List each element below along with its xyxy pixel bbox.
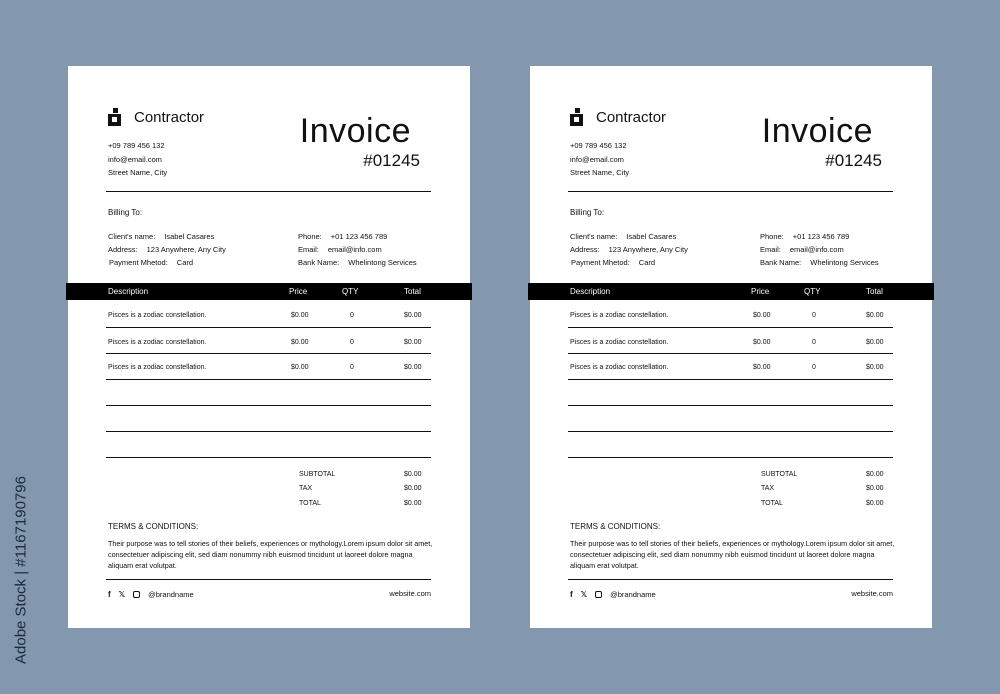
row-qty: 0 <box>350 364 354 371</box>
billing-company-info <box>760 230 879 269</box>
email-label: Email: <box>760 245 781 254</box>
divider <box>106 579 431 580</box>
row-qty: 0 <box>812 339 816 346</box>
payment-value: Card <box>638 258 656 267</box>
email-label: Email: <box>298 245 319 254</box>
contact-email: info@email.com <box>570 154 624 164</box>
divider <box>106 191 431 192</box>
social-links <box>570 590 656 599</box>
header-description: Description <box>570 287 611 296</box>
billing-label: Billing To: <box>570 208 605 217</box>
brand-name: Contractor <box>596 108 667 126</box>
website-link[interactable]: website.com <box>851 589 893 598</box>
row-total: $0.00 <box>404 364 422 371</box>
phone-value: +01 123 456 789 <box>792 232 850 241</box>
brand <box>108 108 204 126</box>
invoice-title: Invoice <box>299 112 411 150</box>
row-description: Pisces is a zodiac constellation. <box>108 364 207 371</box>
tax-label: TAX <box>761 485 775 492</box>
row-total: $0.00 <box>866 364 884 371</box>
divider <box>568 579 893 580</box>
client-label: Client's name: <box>570 232 618 241</box>
row-price: $0.00 <box>291 312 309 319</box>
tax-value: $0.00 <box>404 485 422 492</box>
row-divider <box>568 353 893 354</box>
address-label: Address: <box>108 245 138 254</box>
instagram-icon[interactable] <box>595 591 602 598</box>
contact-address: Street Name, City <box>108 168 168 177</box>
brand-logo-icon <box>108 108 121 126</box>
x-icon[interactable]: 𝕏 <box>580 590 588 599</box>
tax-label: TAX <box>299 485 313 492</box>
header-price: Price <box>751 287 770 296</box>
row-divider <box>568 405 893 406</box>
brand-handle[interactable]: @brandname <box>148 590 194 599</box>
row-price: $0.00 <box>753 339 771 346</box>
bank-label: Bank Name: <box>298 258 340 267</box>
row-divider <box>568 327 893 328</box>
subtotal-label: SUBTOTAL <box>299 471 336 478</box>
payment-label: Payment Mhetod: <box>571 258 630 267</box>
invoice-number: #01245 <box>825 151 882 170</box>
facebook-icon[interactable]: f <box>108 590 111 599</box>
header-description: Description <box>108 287 149 296</box>
subtotal-label: SUBTOTAL <box>761 471 798 478</box>
header-price: Price <box>289 287 308 296</box>
instagram-icon[interactable] <box>133 591 140 598</box>
row-qty: 0 <box>350 312 354 319</box>
total-label: TOTAL <box>761 500 783 507</box>
row-divider <box>568 431 893 432</box>
terms-body: Their purpose was to tell stories of their beliefs, experiences or mythology.Lorem ipsum dolor sit amet, consectetuer adipiscing elit, sed diam nonummy nibh euismod tincidunt ut laoreet dolore magna aliquam erat volutpat. <box>570 539 895 570</box>
invoice-number: #01245 <box>363 151 420 170</box>
row-description: Pisces is a zodiac constellation. <box>570 312 669 319</box>
row-description: Pisces is a zodiac constellation. <box>570 364 669 371</box>
table-header <box>66 283 472 300</box>
email-value: email@info.com <box>789 245 844 254</box>
row-divider <box>106 353 431 354</box>
row-divider <box>106 327 431 328</box>
row-description: Pisces is a zodiac constellation. <box>570 339 669 346</box>
address-value: 123 Anywhere, Any City <box>608 245 688 254</box>
brand-handle[interactable]: @brandname <box>610 590 656 599</box>
terms-title: TERMS & CONDITIONS: <box>570 522 661 531</box>
contact-phone: +09 789 456 132 <box>108 141 165 150</box>
client-value: Isabel Casares <box>164 232 215 241</box>
contact-address: Street Name, City <box>570 168 630 177</box>
email-value: email@info.com <box>327 245 382 254</box>
bank-label: Bank Name: <box>760 258 802 267</box>
header-qty: QTY <box>804 287 821 296</box>
row-description: Pisces is a zodiac constellation. <box>108 312 207 319</box>
bank-value: Whelintong Services <box>348 258 417 267</box>
row-divider <box>106 431 431 432</box>
phone-value: +01 123 456 789 <box>330 232 388 241</box>
client-label: Client's name: <box>108 232 156 241</box>
total-value: $0.00 <box>866 500 884 507</box>
social-links <box>108 590 194 599</box>
x-icon[interactable]: 𝕏 <box>118 590 126 599</box>
terms-title: TERMS & CONDITIONS: <box>108 522 199 531</box>
terms-body: Their purpose was to tell stories of their beliefs, experiences or mythology.Lorem ipsum dolor sit amet, consectetuer adipiscing elit, sed diam nonummy nibh euismod tincidunt ut laoreet dolore magna aliquam erat volutpat. <box>108 539 433 570</box>
row-qty: 0 <box>350 339 354 346</box>
header-total: Total <box>404 287 421 296</box>
row-total: $0.00 <box>866 312 884 319</box>
row-price: $0.00 <box>753 364 771 371</box>
row-qty: 0 <box>812 312 816 319</box>
row-divider <box>106 457 431 458</box>
subtotal-value: $0.00 <box>866 471 884 478</box>
bank-value: Whelintong Services <box>810 258 879 267</box>
website-link[interactable]: website.com <box>389 589 431 598</box>
row-total: $0.00 <box>866 339 884 346</box>
contact-email: info@email.com <box>108 154 162 164</box>
payment-label: Payment Mhetod: <box>109 258 168 267</box>
invoice-sheet-left <box>68 66 470 628</box>
row-total: $0.00 <box>404 339 422 346</box>
total-label: TOTAL <box>299 500 321 507</box>
row-price: $0.00 <box>753 312 771 319</box>
client-value: Isabel Casares <box>626 232 677 241</box>
contact-block <box>108 139 167 180</box>
row-price: $0.00 <box>291 339 309 346</box>
phone-label: Phone: <box>760 232 784 241</box>
table-header <box>528 283 934 300</box>
invoice-title: Invoice <box>761 112 873 150</box>
row-divider <box>106 379 431 380</box>
facebook-icon[interactable]: f <box>570 590 573 599</box>
row-price: $0.00 <box>291 364 309 371</box>
address-label: Address: <box>570 245 600 254</box>
address-value: 123 Anywhere, Any City <box>146 245 226 254</box>
brand <box>570 108 666 126</box>
header-total: Total <box>866 287 883 296</box>
payment-value: Card <box>176 258 194 267</box>
brand-logo-icon <box>570 108 583 126</box>
billing-company-info <box>298 230 417 269</box>
subtotal-value: $0.00 <box>404 471 422 478</box>
total-value: $0.00 <box>404 500 422 507</box>
row-divider <box>106 405 431 406</box>
stock-credit: Adobe Stock | #1167190796 <box>12 476 30 664</box>
row-qty: 0 <box>812 364 816 371</box>
row-divider <box>568 379 893 380</box>
tax-value: $0.00 <box>866 485 884 492</box>
row-description: Pisces is a zodiac constellation. <box>108 339 207 346</box>
contact-phone: +09 789 456 132 <box>570 141 627 150</box>
invoice-sheet-right <box>530 66 932 628</box>
header-qty: QTY <box>342 287 359 296</box>
contact-block <box>570 139 629 180</box>
row-divider <box>568 457 893 458</box>
billing-label: Billing To: <box>108 208 143 217</box>
row-total: $0.00 <box>404 312 422 319</box>
divider <box>568 191 893 192</box>
brand-name: Contractor <box>134 108 205 126</box>
phone-label: Phone: <box>298 232 322 241</box>
billing-client-info <box>570 230 688 269</box>
billing-client-info <box>108 230 226 269</box>
